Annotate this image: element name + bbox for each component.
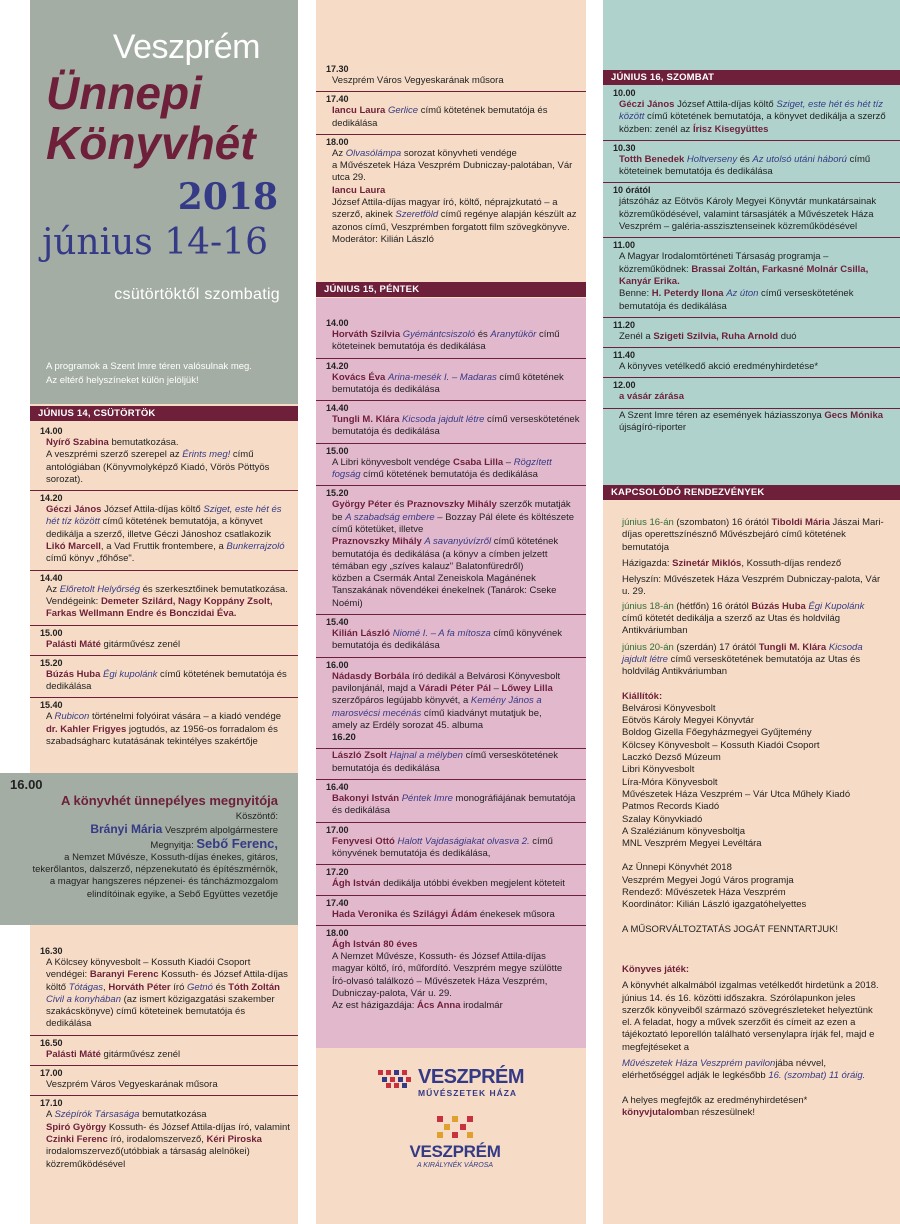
- exhibitors-title: Kiállítók:: [622, 690, 663, 702]
- credits-l1: Az Ünnepi Könyvhét 2018: [622, 862, 732, 874]
- greeter-role: Veszprém alpolgármestere: [165, 825, 278, 837]
- sat-program-time: 10 órától: [613, 185, 651, 196]
- fri-program-time: 14.40: [326, 403, 349, 414]
- exhibitor-item: Kölcsey Könyvesbolt – Kossuth Kiadói Csoport: [622, 739, 820, 751]
- thu-evening-program-item: [30, 1078, 298, 1096]
- thu-program-item: [30, 503, 298, 570]
- fri-program-time: 14.20: [326, 360, 349, 371]
- fri-program-item: [316, 792, 586, 823]
- sat-program-item: [603, 330, 900, 348]
- fri-program-item: [316, 371, 586, 402]
- fri-program-item: [316, 456, 586, 487]
- credits-l2: Veszprém Megyei Jogú Város programja: [622, 874, 794, 886]
- fri-program-line: Ágh István 80 éves: [332, 938, 418, 950]
- thu-evening-program-item: [30, 956, 298, 1036]
- sat-program-time: 11.20: [613, 319, 636, 330]
- opening-time: 16.00: [10, 777, 43, 792]
- sat-program-line: Géczi János József Attila-díjas költő Sziget, este hét és hét tíz között című kötetének bemutatója, a könyvet dedikálja a szerző: [619, 99, 886, 123]
- header-year: 2018: [177, 176, 278, 218]
- fri-program-line: Kovács Éva Arina-mesék I. – Madaras című kötetének bemutatója és dedikálása: [332, 371, 564, 395]
- day-header-saturday: JÚNIUS 16, SZOMBAT: [603, 70, 900, 85]
- sat-program-item: [603, 195, 900, 238]
- fri-program-time: 15.40: [326, 617, 349, 628]
- fri-program-time: 15.00: [326, 445, 349, 456]
- related-p5: június 20-án (szerdán) 17 órától Tungli M. Klára Kicsoda jajdult létre című verseskötetének bemutatója az Utas és holdvilág Antikváriumban: [622, 641, 863, 678]
- thu-evening-program-time: 17.10: [40, 1098, 63, 1109]
- header-dates: június 14-16: [42, 222, 268, 263]
- fri-program-time: 17.40: [326, 897, 349, 908]
- thu-late-program-line: József Attila-díjas magyar író, költő, néprajzkutató – a szerző, akinek Szeretföld című regénye alapján készült az azonos című, Veszprémben forgatott film szövegkönyve.: [332, 197, 577, 233]
- greeter-name: Brányi Mária: [90, 822, 163, 837]
- fri-program-line: 16.20: [332, 732, 356, 744]
- sat-program-line: Benne: H. Peterdy Ilona Az úton című verseskötetének bemutatója és dedikálása: [619, 288, 854, 312]
- related-p2: Házigazda: Szinetár Miklós, Kossuth-díjas rendező: [622, 557, 842, 569]
- thu-program-time: 14.40: [40, 572, 63, 583]
- greet-label: Köszöntő:: [235, 811, 278, 822]
- fri-program-line: Horváth Szilvia Gyémántcsiszoló és Aranytükör című köteteinek bemutatója és dedikálása: [332, 329, 560, 353]
- sat-program-item: [603, 153, 900, 184]
- muveszetek-haza-logo: [378, 1064, 528, 1098]
- sat-program-time: 10.00: [613, 88, 636, 98]
- fri-program-line: Nádasdy Borbála író dedikál a Belvárosi Könyvesbolt pavilonjánál, majd a Váradi Péter Pál – Lőwey Lilla szerzőpáros legújabb könyvét, a Kemény János a marosvécsi mecénás című kiadványt mutatjuk be,: [332, 670, 561, 719]
- thu-evening-program-item: [30, 1108, 298, 1174]
- fri-program-line: Fenyvesi Ottó Halott Vajdaságiakat olvasva 2. című könyvének bemutatója és dedikálása,: [332, 835, 553, 859]
- opener-line: [28, 835, 278, 852]
- program-thursday-afternoon: [30, 424, 298, 752]
- sat-program-time: 12.00: [613, 380, 636, 391]
- crown-icon: [435, 1116, 475, 1142]
- related-p3: Helyszín: Művészetek Háza Veszprém Dubniczay-palota, Vár u. 29.: [622, 574, 881, 598]
- logo1-name: VESZPRÉM: [418, 1066, 525, 1088]
- fri-program-item: [316, 938, 586, 1017]
- fri-program-line: Hada Veronika és Szilágyi Ádám énekesek műsora: [332, 908, 555, 920]
- sat-program-line: Totth Benedek Holtverseny és Az utolsó utáni háború című köteteinek bemutatója és dedikálása: [619, 153, 871, 178]
- thu-program-line: Palásti Máté gitárművész zenél: [46, 638, 181, 650]
- program-thursday-late: [316, 62, 586, 250]
- thu-evening-program-time: 16.30: [40, 946, 63, 956]
- exhibitor-list: [622, 703, 884, 851]
- fri-program-time: 16.40: [326, 782, 349, 793]
- thu-program-time: 15.40: [40, 700, 63, 711]
- header-note-line2: Az eltérő helyszíneket külön jelöljük!: [46, 375, 199, 386]
- logo-grid-icon: [378, 1070, 416, 1088]
- related-events-text: [622, 517, 884, 1119]
- sat-program-line: A Szent Imre téren az események háziasszonya Gecs Mónika újságíró-riporter: [619, 409, 884, 434]
- fri-program-line: Ágh István dedikálja utóbbi években megjelent köteteit: [332, 878, 565, 890]
- fri-program-item: [316, 908, 586, 926]
- credits-l3: Rendező: Művészetek Háza Veszprém: [622, 887, 786, 899]
- exhibitor-item: Szalay Könyvkiadó: [622, 813, 703, 825]
- sat-program-time: 11.40: [613, 350, 636, 361]
- thu-evening-program-line: A Szépírók Társasága bemutatkozása: [46, 1109, 207, 1121]
- day-header-friday: JÚNIUS 15, PÉNTEK: [316, 282, 586, 297]
- fri-program-time: 17.00: [326, 824, 349, 835]
- fri-program-item: [316, 627, 586, 658]
- thu-late-program-item: [316, 104, 586, 135]
- fri-program-item: [316, 328, 586, 359]
- thu-program-line: Nyírő Szabina bemutatkozása.: [46, 437, 179, 448]
- sat-program-time: 11.00: [613, 240, 636, 251]
- credits-l5: A MŰSORVÁLTOZTATÁS JOGÁT FENNTARTJUK!: [622, 923, 839, 935]
- related-p1: június 16-án (szombaton) 16 órától Tiboldi Mária Jászai Mari-díjas operettszínésznő Művészbejáró című kötetének bemutatója: [622, 517, 884, 553]
- thu-evening-program-line: A Kölcsey könyvesbolt – Kossuth Kiadói Csoport vendégei: Baranyi Ferenc Kossuth- és József Attila-díjas költő Tótágas, Horváth Péter író Getnó és Tóth Zoltán Civil a konyhában (az ismert közigazgatási szakember szakácskönyve) című köteteinek bemutatója és dedikálása: [46, 957, 288, 1030]
- fri-program-line: Bakonyi István Péntek Imre monográfiájának bemutatója és dedikálása: [332, 793, 576, 817]
- fri-program-time: 17.20: [326, 867, 349, 878]
- fri-program-time: 16.00: [326, 659, 349, 670]
- sat-program-line: a vásár zárása: [619, 391, 684, 403]
- opening-text: [28, 811, 278, 901]
- quiz-p2: Művészetek Háza Veszprém pavilonjába névvel, elérhetőséggel adják le legkésőbb 16. (szombat) 11 óráig.: [622, 1057, 866, 1082]
- poster-header: [30, 0, 298, 404]
- fri-program-item: [316, 413, 586, 444]
- exhibitor-item: MNL Veszprém Megyei Levéltára: [622, 838, 762, 850]
- sat-program-line: A könyves vetélkedő akció eredményhirdetése*: [619, 361, 819, 373]
- opener-label: Megnyitja:: [150, 839, 194, 851]
- exhibitor-item: Líra-Móra Könyvesbolt: [622, 776, 718, 788]
- header-city: Veszprém: [112, 28, 260, 66]
- fri-program-item: [316, 749, 586, 780]
- thu-program-item: [30, 583, 298, 626]
- exhibitor-item: Patmos Records Kiadó: [622, 801, 720, 813]
- header-title: [46, 68, 256, 168]
- fri-program-line: közben a Csermák Antal Zeneiskola Magánének Tanszakának növendékei énekelnek (Tanárok: Cseke Noémi): [332, 573, 557, 609]
- thu-program-line: Az Előretolt Helyőrség és szerkesztőinek bemutatkozása. Vendégeink: Demeter Szilárd, Nagy Koppány Zsolt, Farkas Wellmann Endre és Bonczidai Éva.: [46, 583, 288, 620]
- thu-program-line: A veszprémi szerző szerepel az Érints meg! című antológiában (Könyvmolyképző Kiadó, Vörös Pöttyös sorozat).: [46, 449, 270, 485]
- sat-program-line: játszóház az Eötvös Károly Megyei Könyvtár munkatársainak közreműködésével, valamint társasjáték a Művészetek Háza Veszprém – galéria-asszisztenseinek közreműködésével: [619, 196, 877, 233]
- related-p4: június 18-án (hétfőn) 16 órától Búzás Huba Égi Kupolánk című kötetét dedikálja a szerző az Utas és holdvilág Antikváriumban: [622, 600, 865, 637]
- fri-program-line: György Péter és Praznovszky Mihály szerzők mutatják be A szabadság embere – Bozzay Pál élete és költészete című kötetüket, illetve: [332, 499, 575, 535]
- fri-program-item: [316, 835, 586, 866]
- exhibitor-item: A Szaléziánum könyvesboltja: [622, 825, 746, 837]
- fri-program-line: Tungli M. Klára Kicsoda jajdult létre című verseskötetének bemutatója és dedikálása: [332, 414, 580, 438]
- sat-program-item: [603, 98, 900, 141]
- sat-program-line: közben: zenél az Írisz Kisegyüttes: [619, 123, 769, 135]
- fri-program-line: Író-olvasó találkozó – Művészetek Háza Veszprém, Dubniczay-palota, Vár u. 29.: [332, 975, 548, 999]
- logo2-sub: A KIRÁLYNÉK VÁROSA: [416, 1162, 494, 1169]
- quiz-p1: A könyvhét alkalmából izgalmas vetélkedőt hirdetünk a 2018. június 14. és 16. közötti időszakra. Szórólapunkon jeles szerzők könyveiből származó szövegrészleteket helyeztünk el. A feladat, hogy a művek szerzőit és címeit az ezen a tájékoztató leporellón található versenylapra írják fel, majd e megfejtéseket a: [622, 980, 879, 1053]
- program-saturday: [603, 86, 900, 438]
- fri-program-time: 14.00: [326, 318, 349, 328]
- day-header-thursday: JÚNIUS 14, CSÜTÖRTÖK: [30, 406, 298, 421]
- quiz-title: Könyves játék:: [622, 963, 690, 975]
- thu-program-time: 15.20: [40, 657, 63, 668]
- thu-program-time: 15.00: [40, 627, 63, 638]
- sat-program-line: Zenél a Szigeti Szilvia, Ruha Arnold duó: [619, 330, 797, 342]
- header-subtitle: csütörtöktől szombatig: [114, 286, 280, 303]
- quiz-p3: A helyes megfejtők az eredményhirdetésen* könyvjutalomban részesülnek!: [622, 1094, 808, 1118]
- fri-program-time: 18.00: [326, 927, 349, 938]
- city-logo: [395, 1116, 515, 1186]
- header-title-line1: Ünnepi: [46, 67, 202, 119]
- opening-title: A könyvhét ünnepélyes megnyitója: [61, 793, 278, 808]
- header-note: [46, 360, 286, 388]
- sat-program-time: 10.30: [613, 142, 636, 153]
- opening-ceremony: [0, 773, 298, 925]
- thu-late-program-item: [316, 147, 586, 250]
- thu-evening-program-line: Palásti Máté gitárművész zenél: [46, 1048, 181, 1060]
- thu-program-item: [30, 668, 298, 699]
- thu-program-item: [30, 436, 298, 491]
- sat-program-item: [603, 360, 900, 378]
- fri-program-time: 15.20: [326, 488, 349, 499]
- opener-name: Sebő Ferenc,: [196, 835, 278, 851]
- fri-program-line: Kilián László Niomé I. – A fa mítosza című könyvének bemutatója és dedikálása: [332, 628, 563, 652]
- fri-program-line: Az est házigazdája: Ács Anna irodalmár: [332, 1000, 503, 1012]
- exhibitor-item: Libri Könyvesbolt: [622, 764, 695, 776]
- thu-evening-program-time: 16.50: [40, 1037, 63, 1048]
- thu-program-line: Búzás Huba Égi kupolánk című kötetének bemutatója és dedikálása: [46, 668, 287, 693]
- sat-program-item: [603, 390, 900, 408]
- exhibitor-item: Belvárosi Könyvesbolt: [622, 702, 716, 714]
- header-title-line2: Könyvhét: [46, 117, 256, 169]
- thu-late-program-line: Iancu Laura: [332, 184, 386, 196]
- fri-program-item: [316, 670, 586, 750]
- thu-late-program-line: Iancu Laura Gerlice című kötetének bemutatója és dedikálása: [332, 105, 548, 129]
- thu-program-item: [30, 710, 298, 752]
- thu-program-item: [30, 638, 298, 656]
- exhibitor-item: Eötvös Károly Megyei Könyvtár: [622, 715, 755, 727]
- related-events-header: KAPCSOLÓDÓ RENDEZVÉNYEK: [603, 485, 900, 500]
- thu-program-time: 14.00: [40, 426, 63, 436]
- header-note-line1: A programok a Szent Imre téren valósulnak meg.: [46, 361, 252, 372]
- sat-program-line: A Magyar Irodalomtörténeti Társaság programja – közreműködnek: Brassai Zoltán, Farkasné Molnár Csilla, Kanyár Erika.: [619, 251, 869, 287]
- fri-program-item: [316, 498, 586, 615]
- sat-program-item: [603, 409, 900, 439]
- fri-program-item: [316, 877, 586, 895]
- fri-program-line: Praznovszky Mihály A savanyúvízről című kötetének bemutatója és dedikálása (a könyv a címben jelzett témában egy „szíves kalauz" Balatonfüredről): [332, 536, 559, 572]
- sat-program-item: [603, 250, 900, 317]
- thu-late-program-item: [316, 74, 586, 92]
- thu-late-program-line: a Művészetek Háza Veszprém Dubniczay-palotában, Vár utca 29.: [332, 160, 573, 184]
- thu-late-program-line: Veszprém Város Vegyeskarának műsora: [332, 75, 504, 86]
- fri-program-line: A Libri könyvesbolt vendége Csaba Lilla – Rögzített fogság című kötetének bemutatója és dedikálása: [332, 456, 552, 481]
- thu-program-time: 14.20: [40, 493, 63, 504]
- exhibitor-item: Laczkó Dezső Múzeum: [622, 752, 721, 764]
- fri-program-line: A Nemzet Művésze, Kossuth- és József Attila-díjas magyar költő, író, műfordító. Veszprém megye szülötte: [332, 951, 563, 975]
- logo2-name: VESZPRÉM: [409, 1142, 501, 1161]
- program-friday: [316, 316, 586, 1017]
- thu-late-program-line: Moderátor: Kilián László: [332, 233, 434, 245]
- exhibitor-item: Művészetek Háza Veszprém – Vár Utca Műhely Kiadó: [622, 788, 851, 800]
- exhibitor-item: Boldog Gizella Főegyházmegyei Gyűjtemény: [622, 727, 812, 739]
- logo1-sub: MŰVÉSZETEK HÁZA: [418, 1088, 518, 1098]
- credits-l4: Koordinátor: Kilián László igazgatóhelyettes: [622, 899, 807, 911]
- thu-evening-program-time: 17.00: [40, 1068, 63, 1079]
- opener-description: a Nemzet Művésze, Kossuth-díjas énekes, gitáros, tekerőlantos, dalszerző, népzenekutató és építészmérnök, a magyar hangszeres népzenei- és táncházmozgalom elindítóinak egyike, a Sebő Együttes vezetője: [32, 851, 278, 900]
- thu-late-program-line: Az Olvasólámpa sorozat könyvheti vendége: [332, 147, 517, 159]
- program-thursday-evening: [30, 944, 298, 1175]
- thu-program-line: A Rubicon történelmi folyóirat vására – a kiadó vendége dr. Kahler Frigyes jogtudós, az 1956-os forradalom és szabadságharc kutatásának tekintélyes szakértője: [46, 711, 282, 748]
- thu-evening-program-line: Spiró György Kossuth- és József Attila-díjas író, valamint Czinki Ferenc író, irodalomszervező, Kéri Piroska irodalomszervező(utóbbiak a társaság alelnökei) közreműködésével: [46, 1121, 290, 1170]
- thu-late-program-time: 17.30: [326, 64, 349, 74]
- thu-evening-program-item: [30, 1048, 298, 1066]
- thu-evening-program-line: Veszprém Város Vegyeskarának műsora: [46, 1079, 218, 1091]
- thu-program-line: Géczi János József Attila-díjas költő Sziget, este hét és hét tíz között című kötetének bemutatója, a könyvet dedikálja a szerző, illetve Géczi Jánoshoz csatlakozik Likó Marcell, a Vad Fruttik frontembere, a Bunkerrajzoló című könyv „főhőse".: [46, 504, 285, 565]
- fri-program-line: László Zsolt Hajnal a mélyben című verseskötetének bemutatója és dedikálása: [332, 750, 558, 774]
- thu-late-program-time: 17.40: [326, 94, 349, 105]
- fri-program-line: amely az Erdély sorozat 45. albuma: [332, 719, 484, 731]
- thu-late-program-time: 18.00: [326, 136, 349, 147]
